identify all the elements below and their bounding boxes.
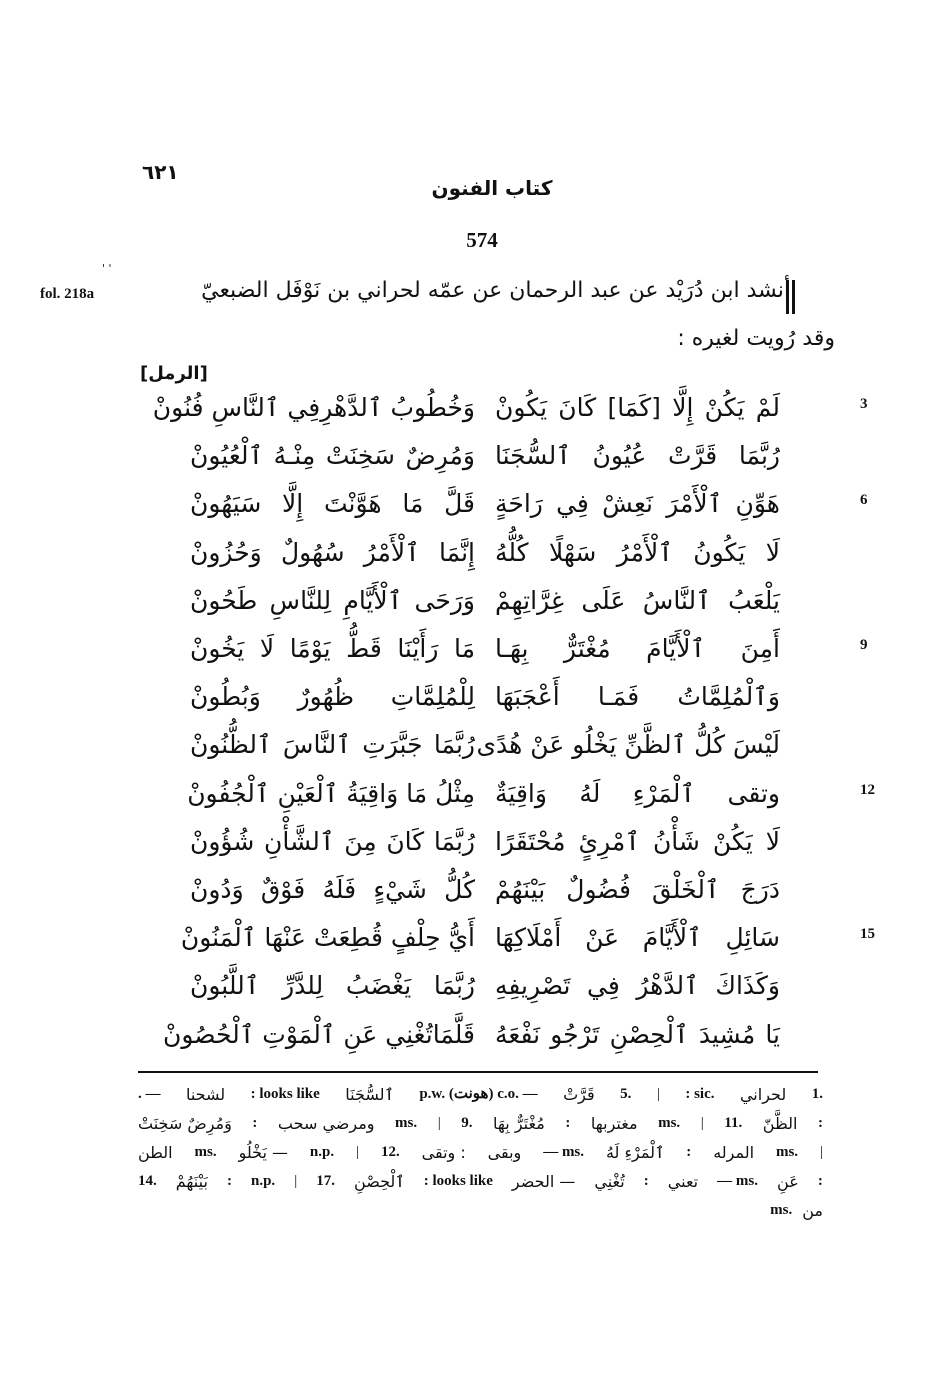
hemistich-second: وَرَحَى ٱلْأَيَّامِ لِلنَّاسِ طَحُونْ	[190, 586, 475, 615]
hemistich-first: وَكَذَاكَ ٱلدَّهْرُ فِي تَصْرِيفِهِ	[495, 971, 780, 1000]
running-head: كتاب الفنون	[431, 176, 553, 200]
intro-line: وقد رُويت لغيره :	[677, 326, 835, 351]
hemistich-first: لَا يَكُونُ ٱلْأَمْرُ سَهْلًا كُلُّهُ	[495, 538, 780, 567]
footnote-token: p.w. (هونت) c.o. —	[419, 1086, 538, 1102]
footnote-token: :	[226, 1173, 232, 1189]
hemistich-second: وَخُطُوبُ ٱلدَّهْرِفِي ٱلنَّاسِ فُنُونْ	[152, 393, 475, 422]
hemistich-first: دَرَجَ ٱلْخَلْقَ فُضُولٌ بَيْنَهُمْ	[495, 875, 780, 904]
hemistich-first: وَٱلْمُلِمَّاتُ فَمَـا أَعْجَبَهَا	[495, 682, 780, 711]
footnote-token: |	[819, 1144, 823, 1160]
footnote-token: :	[565, 1115, 571, 1131]
footnote-token: المرله	[713, 1143, 755, 1162]
meter-label: [الرمل]	[140, 363, 208, 384]
footnote-token: :	[643, 1173, 649, 1189]
hemistich-second: مِثْلُ مَا وَاقِيَةُ ٱلْعَيْنِ ٱلْجُفُونْ	[187, 779, 475, 808]
footnote-token: لحراني	[739, 1085, 787, 1104]
footnote-token: — الحضر	[511, 1172, 576, 1191]
hemistich-second: رُبَّمَا يَغْضَبُ لِلدَّرِّ ٱللَّبُونْ	[190, 971, 475, 1000]
hemistich-second: رُبَّمَا جَبَّرَتِ ٱلنَّاسَ ٱلظُّنُونْ	[190, 730, 475, 759]
footnote-token: — ms.	[717, 1173, 759, 1189]
hemistich-second: قَلَّ مَا هَوَّنْتَ إِلَّا سَيَهُونْ	[190, 489, 475, 518]
page-number: ٦٢١	[142, 160, 179, 184]
line-number: 15	[860, 926, 875, 942]
footnote-token: :	[817, 1173, 823, 1189]
folio-mark: ' '	[102, 262, 112, 275]
footnote-token: :	[817, 1115, 823, 1131]
footnote-token: بَيْنَهُمْ	[175, 1172, 208, 1191]
line-number: 6	[860, 492, 868, 508]
footnote-token: 1.	[811, 1086, 823, 1102]
footnote-token: ٱلسُّجَنَا	[345, 1085, 394, 1104]
hemistich-second: رُبَّمَا كَانَ مِنَ ٱلشَّأْنِ شُؤُونْ	[190, 827, 475, 856]
hemistich-second: إِنَّمَا ٱلْأَمْرُ سُهُولٌ وَحُزُونْ	[190, 538, 475, 567]
footnote-token: : looks like	[423, 1173, 493, 1189]
hemistich-first: هَوِّنِ ٱلْأَمْرَ نَعِشْ فِي رَاحَةٍ	[495, 489, 780, 518]
footnote-token: وبقى	[487, 1143, 522, 1162]
footnote-line	[138, 1080, 823, 1109]
footnote-token: n.p.	[309, 1144, 335, 1160]
footnote-token: تُغْنِي	[594, 1172, 625, 1191]
hemistich-first: أَمِنَ ٱلْأَيَّامَ مُغْتَرٌّ بِهَـا	[495, 634, 780, 663]
line-number: 12	[860, 782, 875, 798]
footnote-token: 11.	[724, 1115, 743, 1131]
footnote-token: ms.	[194, 1144, 217, 1160]
footnote-token: : وتقى	[421, 1143, 466, 1162]
footnote-line	[138, 1138, 823, 1167]
footnote-token: الطن	[138, 1143, 173, 1162]
footnote-token: 9.	[461, 1115, 473, 1131]
footnote-token: مُغْتَرٌّ بِهَا	[493, 1114, 545, 1133]
hemistich-second: لِلْمُلِمَّاتِ ظُهُورٌ وَبُطُونْ	[190, 682, 475, 711]
footnote-token: :	[252, 1115, 258, 1131]
footnote-token: : looks like	[250, 1086, 320, 1102]
hemistich-first: يَا مُشِيدَ ٱلْحِصْنِ تَرْجُو نَفْعَهُ	[495, 1020, 780, 1049]
footnote-token: |	[294, 1173, 298, 1189]
footnote-token: : sic.	[685, 1086, 715, 1102]
hemistich-first: سَائِلِ ٱلْأَيَّامَ عَنْ أَمْلَاكِهَا	[495, 923, 780, 952]
footnote-token: — ms.	[543, 1144, 585, 1160]
intro-line: أنشد ابن دُرَيْد عن عبد الرحمان عن عمّه لحراني بن نَوْفَل الضبعيّ	[201, 278, 790, 303]
footnote-token: من	[802, 1201, 823, 1220]
hemistich-second: مَا رَأَيْنَا قَطُّ يَوْمًا لَا يَخُونْ	[190, 634, 475, 663]
footnote-line	[138, 1167, 823, 1196]
footnote-token: 17.	[316, 1173, 335, 1189]
footnote-token: ms.	[775, 1144, 799, 1160]
line-number: 9	[860, 637, 868, 653]
hemistich-first: لَيْسَ كُلُّ ٱلظَّنِّ يَخْلُو عَنْ هُدًى	[476, 730, 780, 759]
footnote-token: . —	[138, 1086, 161, 1102]
hemistich-first: رُبَّمَا قَرَّتْ عُيُونُ ٱلسُّجَنَا	[495, 441, 780, 470]
footnote-token: :	[686, 1144, 692, 1160]
footnote-token: وَمُرِضٌ سَخِنَتْ	[138, 1114, 232, 1133]
line-number: 3	[860, 396, 868, 412]
footnote-token: — يَخْلُو	[238, 1143, 288, 1162]
hemistich-first: وتقى ٱلْمَرْءِ لَهُ وَاقِيَةٌ	[495, 779, 780, 808]
hemistich-first: لَمْ يَكُنْ إِلَّا [كَمَا] كَانَ يَكُونْ	[495, 393, 780, 422]
footnote-token: ٱلْحِصْنِ	[354, 1172, 405, 1191]
footnote-token: ومرضي سحب	[277, 1114, 375, 1133]
footnote-token: ms.	[770, 1202, 793, 1218]
footnote-token: 5.	[620, 1086, 632, 1102]
hemistich-second: أَيُّ حِلْفٍ قُطِعَتْ عَنْهَا ٱلْمَنُونْ	[180, 923, 475, 952]
footnote-line	[138, 1196, 823, 1225]
footnote-token: |	[437, 1115, 441, 1131]
footnote-token: مغتربها	[590, 1114, 638, 1133]
footnote-token: ms.	[658, 1115, 681, 1131]
footnote-token: n.p.	[250, 1173, 276, 1189]
folio-reference: fol. 218a	[40, 286, 95, 302]
footnote-token: |	[356, 1144, 360, 1160]
hemistich-second: قَلَّمَاتُغْنِي عَنِ ٱلْمَوْتِ ٱلْحُصُونْ	[162, 1020, 475, 1049]
footnotes	[138, 1080, 823, 1225]
hemistich-second: وَمُرِضٌ سَخِنَتْ مِنْـهُ ٱلْعُيُونْ	[190, 441, 475, 470]
footnote-token: لشحنا	[185, 1085, 226, 1104]
entry-number: 574	[466, 228, 498, 252]
hemistich-first: لَا يَكُنْ شَأْنُ ٱمْرِئٍ مُحْتَقَرًا	[495, 827, 780, 856]
hemistich-second: كُلُّ شَيْءٍ فَلَهُ فَوْقٌ وَدُونْ	[190, 875, 475, 904]
footnote-token: |	[656, 1086, 660, 1102]
footnote-token: قَرَّتْ	[563, 1085, 595, 1104]
footnote-token: |	[700, 1115, 704, 1131]
footnote-token: ms.	[395, 1115, 418, 1131]
footnote-token: تعني	[667, 1172, 699, 1191]
footnote-line	[138, 1109, 823, 1138]
footnote-token: الظَّنّ	[762, 1114, 798, 1133]
footnote-token: 14.	[138, 1173, 157, 1189]
footnote-rule	[138, 1071, 818, 1073]
footnote-token: عَنِ	[777, 1172, 799, 1191]
folio-divider-bar	[792, 280, 795, 314]
hemistich-first: يَلْعَبُ ٱلنَّاسُ عَلَى غِرَّاتِهِمْ	[495, 586, 780, 615]
footnote-token: ٱلْمَرْءِ لَهُ	[605, 1143, 665, 1162]
footnote-token: 12.	[380, 1144, 400, 1160]
